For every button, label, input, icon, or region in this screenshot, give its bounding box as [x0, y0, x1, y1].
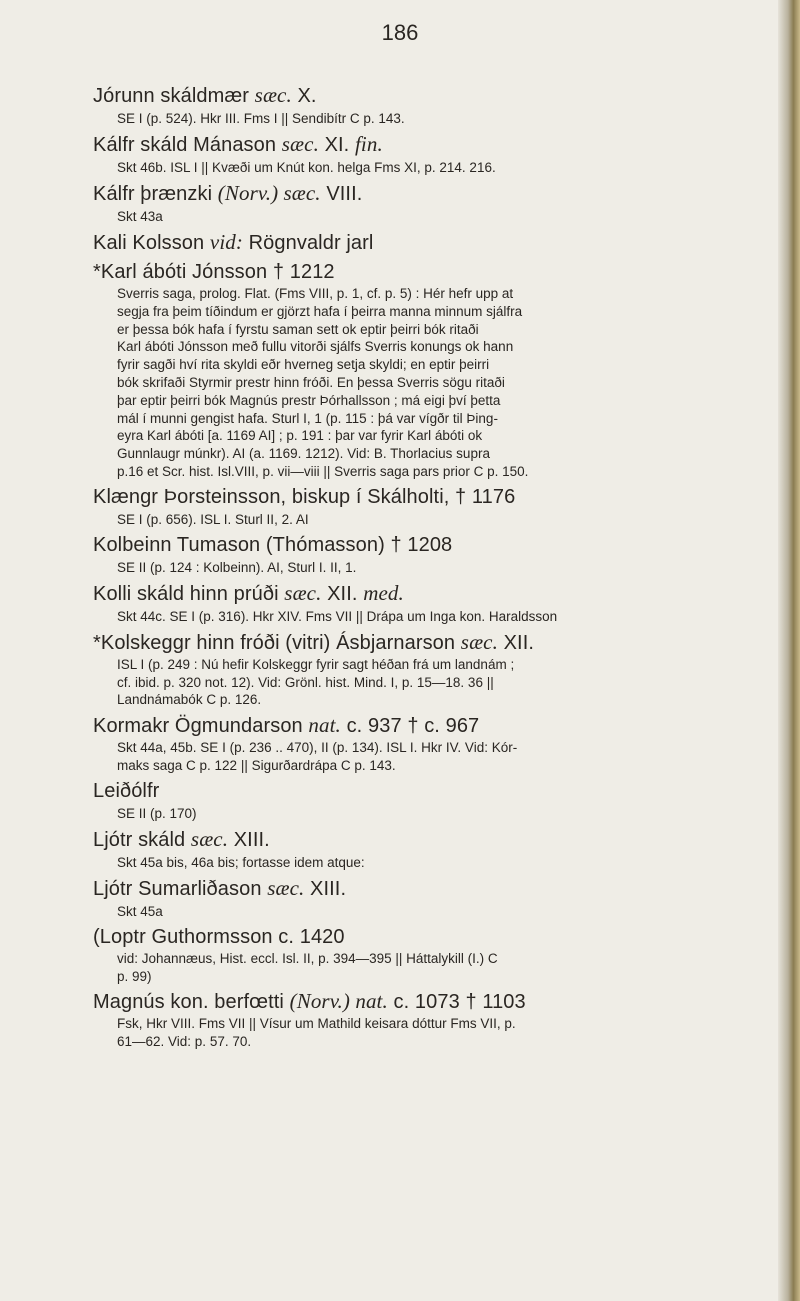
index-entry	[93, 629, 783, 709]
entry-paragraph	[93, 950, 783, 986]
heading-text: *Kolskeggr hinn fróði (vitri) Ásbjarnarson	[93, 631, 461, 654]
paragraph-line: Fsk, Hkr VIII. Fms VII || Vísur um Mathild keisara dóttur Fms VII, p.	[117, 1016, 516, 1032]
paragraph-line: fyrir sagði hví rita skyldi eðr hverneg setja skyldi; en eptir þeirri	[117, 357, 490, 373]
heading-text: Kálfr skáld Mánason	[93, 134, 282, 156]
paragraph-line: Gunnlaugr múnkr). AI (a. 1169. 1212). Vid: B. Thorlacius supra	[117, 446, 490, 462]
heading-italic: sæc.	[284, 580, 322, 605]
index-entry	[93, 826, 783, 872]
index-entry	[93, 580, 783, 626]
entry-heading	[93, 712, 783, 739]
heading-italic: vid:	[209, 230, 243, 254]
paragraph-line: er þessa bók hafa í fyrstu saman sett ok eptir þeirri bók ritaði	[117, 321, 479, 337]
heading-text: Jórunn skáldmær	[93, 85, 255, 107]
heading-text: c. 1073 † 1103	[387, 991, 526, 1014]
entry-reference: SE II (p. 124 : Kolbeinn). AI, Sturl I. II, 1.	[117, 559, 357, 575]
entry-reference: SE I (p. 656). ISL I. Sturl II, 2. AI	[117, 511, 309, 527]
paragraph-line: Karl ábóti Jónsson með fullu vitorði sjálfs Sverris konungs ok hann	[117, 339, 514, 355]
entry-paragraph	[93, 1015, 783, 1051]
entry-reference: Skt 45a bis, 46a bis; fortasse idem atque:	[117, 854, 365, 870]
entry-heading	[93, 826, 783, 853]
heading-text: Ljótr skáld	[93, 828, 191, 851]
entry-heading	[93, 82, 783, 109]
entry-heading	[93, 532, 783, 558]
paragraph-line: Skt 44a, 45b. SE I (p. 236 .. 470), II (p. 134). ISL I. Hkr IV. Vid: Kór-	[117, 740, 518, 756]
heading-italic: sæc.	[190, 826, 229, 851]
index-entry	[93, 924, 783, 986]
index-entry	[93, 778, 783, 823]
index-entries	[93, 82, 783, 1054]
entry-heading	[93, 875, 783, 902]
heading-text: X.	[291, 85, 317, 107]
index-entry	[93, 259, 783, 481]
entry-reference: SE I (p. 524). Hkr III. Fms I || Sendibítr C p. 143.	[117, 111, 405, 126]
heading-text: Kormakr Ögmundarson	[93, 715, 309, 738]
entry-heading	[93, 924, 783, 950]
heading-italic: fin.	[355, 132, 383, 156]
heading-text: XIII.	[228, 828, 270, 851]
heading-text: Leiðólfr	[93, 779, 160, 802]
index-entry	[93, 82, 783, 128]
heading-italic: (Norv.) sæc.	[217, 181, 321, 205]
index-entry	[93, 875, 783, 921]
heading-italic: med.	[363, 580, 404, 605]
entry-paragraph	[93, 656, 783, 709]
index-entry	[93, 180, 783, 226]
paragraph-line: Sverris saga, prolog. Flat. (Fms VIII, p. 1, cf. p. 5) : Hér hefr upp at	[117, 286, 514, 301]
heading-text: Klængr Þorsteinsson, biskup í Skálholti, † 1176	[93, 485, 516, 508]
index-entry	[93, 484, 783, 529]
paragraph-line: bók skrifaði Styrmir prestr hinn fróði. En þessa Sverris sögu ritaði	[117, 374, 505, 390]
entry-heading	[93, 988, 783, 1015]
paragraph-line: vid: Johannæus, Hist. eccl. Isl. II, p. 394—395 || Háttalykill (I.) C	[117, 950, 498, 966]
heading-text: XII.	[497, 631, 535, 654]
heading-text: Ljótr Sumarliðason	[93, 877, 268, 900]
entry-paragraph	[93, 739, 783, 775]
heading-italic: sæc.	[254, 83, 292, 107]
entry-heading	[93, 131, 783, 158]
heading-italic: sæc.	[460, 629, 498, 654]
heading-italic: sæc.	[281, 132, 319, 156]
paragraph-line: 61—62. Vid: p. 57. 70.	[117, 1034, 252, 1050]
entry-heading	[93, 629, 783, 656]
entry-reference: Skt 46b. ISL I || Kvæði um Knút kon. helga Fms XI, p. 214. 216.	[117, 160, 496, 175]
heading-text: XII.	[321, 582, 364, 605]
paragraph-line: mál í munni gengist hafa. Sturl I, 1 (p. 115 : þá var vígðr til Þing-	[117, 410, 498, 426]
heading-text: XI.	[318, 134, 355, 156]
heading-text: Kálfr þrænzki	[93, 183, 218, 205]
paragraph-line: p. 99)	[117, 968, 152, 984]
paragraph-line: ISL I (p. 249 : Nú hefir Kolskeggr fyrir sagt héðan frá um landnám ;	[117, 656, 515, 672]
heading-text: XIII.	[304, 877, 347, 900]
heading-italic: nat.	[308, 713, 341, 738]
page-number: 186	[381, 20, 419, 45]
entry-reference: Skt 45a	[117, 903, 163, 919]
paragraph-line: segja fra þeim tíðindum er gjörzt hafa í þeirra manna minnum sjálfra	[117, 303, 523, 319]
entry-heading	[93, 580, 783, 607]
entry-heading	[93, 778, 783, 804]
paragraph-line: p.16 et Scr. hist. Isl.VIII, p. vii—viii || Sverris saga pars prior C p. 150.	[117, 463, 529, 479]
index-entry	[93, 988, 783, 1051]
heading-text: *Karl ábóti Jónsson † 1212	[93, 261, 335, 283]
heading-text: Rögnvaldr jarl	[242, 232, 374, 254]
heading-italic: (Norv.) nat.	[289, 989, 388, 1014]
heading-text: Kolbeinn Tumason (Thómasson) † 1208	[93, 533, 453, 556]
entry-reference: Skt 43a	[117, 209, 163, 224]
entry-paragraph	[93, 285, 783, 481]
heading-text: c. 937 † c. 967	[340, 715, 480, 738]
paragraph-line: eyra Karl ábóti [a. 1169 AI] ; p. 191 : þar var fyrir Karl ábóti ok	[117, 428, 483, 444]
entry-heading	[93, 484, 783, 510]
entry-heading	[93, 259, 783, 285]
heading-text: Kolli skáld hinn prúði	[93, 582, 285, 605]
entry-heading	[93, 229, 783, 256]
heading-text: Magnús kon. berfœtti	[93, 991, 290, 1014]
index-entry	[93, 532, 783, 577]
index-entry	[93, 229, 783, 256]
paragraph-line: þar eptir þeirri bók Magnús prestr Þórhallsson ; má eigi því þetta	[117, 392, 501, 408]
index-entry	[93, 131, 783, 177]
entry-reference: SE II (p. 170)	[117, 805, 197, 821]
paragraph-line: maks saga C p. 122 || Sigurðardrápa C p. 143.	[117, 757, 396, 773]
entry-heading	[93, 180, 783, 207]
paragraph-line: cf. ibid. p. 320 not. 12). Vid: Grönl. hist. Mind. I, p. 15—18. 36 ||	[117, 674, 494, 690]
entry-reference: Skt 44c. SE I (p. 316). Hkr XIV. Fms VII || Drápa um Inga kon. Haraldsson	[117, 608, 558, 624]
heading-italic: sæc.	[267, 875, 305, 900]
paragraph-line: Landnámabók C p. 126.	[117, 692, 262, 708]
heading-text: VIII.	[320, 183, 363, 205]
index-entry	[93, 712, 783, 775]
heading-text: (Loptr Guthormsson c. 1420	[93, 925, 345, 948]
heading-text: Kali Kolsson	[93, 232, 210, 254]
